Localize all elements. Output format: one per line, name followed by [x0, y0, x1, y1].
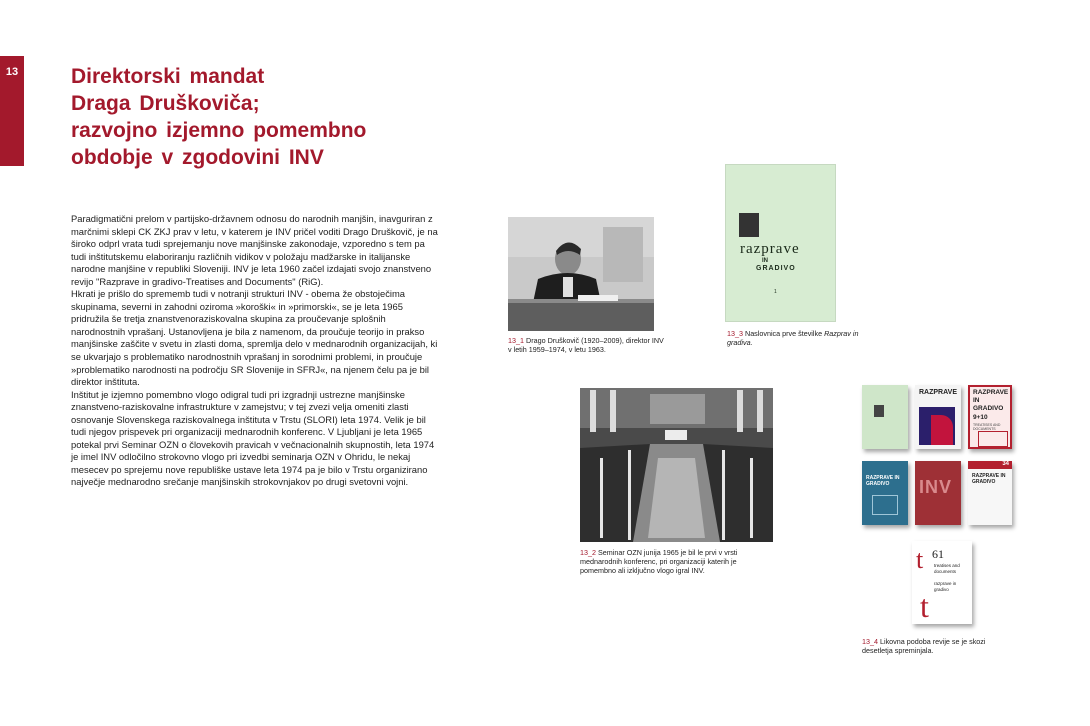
cover-title: RAZPRAVE — [919, 389, 957, 396]
cover-inv-red — [915, 461, 961, 525]
cover-title: INV — [919, 477, 953, 497]
cover-emblem — [739, 213, 759, 237]
caption-text: Drago Druškovič (1920–2009), direktor INV v letih 1959–1974, v letu 1963. — [508, 336, 664, 355]
cover-razprave-purple — [915, 385, 961, 449]
cover-title: razprave — [740, 241, 800, 257]
paragraph: Hkrati je prišlo do sprememb tudi v notranji strukturi INV - obema že obstoječima skupinama, severni in zahodni oziroma »koroški« in »primorski«, se je leta 1965 pridružila še tretja znanstvenoraziskovalna skupina za proučevanje splošnih narodnostnih vprašanj. Ustanovljena je bila z namenom, da proučuje teorijo in prakso manjšinske zaščite v svetu in zlasti doma, spremlja delo v mednarodnih organizacijah, ki se ukvarjajo s problematiko narodnostnih vprašanj in sorodnimi problemi, in proučuje »problematiko narodnosti na področju SR Slovenije in SFRJ«, na njenem čelu pa je bil direktor inštituta. — [71, 288, 438, 388]
caption-13-1 — [508, 336, 668, 354]
cover-subtitle-2: GRADIVO — [973, 405, 1004, 412]
cover-title: RAZPRAVE IN GRADIVO — [972, 473, 1006, 485]
cover-issue: 1 — [774, 289, 777, 295]
caption-text: Seminar OZN junija 1965 je bil le prvi v vrsti mednarodnih konferenc, pri organizaciji katerih je pomembno ali izključno vlogo igral INV. — [580, 548, 738, 576]
photo-un-seminar — [580, 388, 773, 542]
title-line: Draga Druškoviča; — [71, 92, 260, 115]
cover-td-61: t 61 treatises and documents razprave in gradivo t — [912, 541, 972, 624]
photo-drago-druskovic — [508, 217, 654, 331]
caption-number: 13_1 — [508, 336, 524, 345]
caption-13-4 — [862, 637, 1012, 655]
caption-number: 13_4 — [862, 637, 878, 646]
cover-title: RAZPRAVE IN GRADIVO — [866, 475, 900, 487]
cover-issue: 9+10 — [973, 414, 988, 421]
caption-number: 13_3 — [727, 329, 743, 338]
cover-green — [862, 385, 908, 449]
caption-13-2 — [580, 548, 760, 576]
cover-subtitle-2: GRADIVO — [756, 265, 796, 272]
title-line: razvojno izjemno pomembno — [71, 119, 367, 142]
paragraph: Paradigmatični prelom v partijsko-državnem odnosu do narodnih manjšin, inavguriran z marčnimi sklepi CK ZKJ prav v letu, v katerem je INV pričel voditi Drago Druškovič, je na široko odprl vrata tudi sprejemanju nove manjšinske zakonodaje, vzporedno s tem pa tudi inštitutskemu elaboriranju različnih vidikov v položaju madžarske in italijanske narodne manjšine v republiki Sloveniji. INV je leta 1960 začel izdajati svojo znanstveno revijo "Razprave in gradivo-Treatises and Documents" (RiG). — [71, 213, 438, 287]
caption-text: Naslovnica prve številke — [743, 329, 825, 338]
cover-line: razprave in — [934, 581, 957, 586]
cover-blue — [862, 461, 908, 525]
page-number: 13 — [5, 66, 19, 78]
cover-red-border — [968, 385, 1012, 449]
caption-emphasis: Razprav in gradiva. — [727, 329, 859, 348]
page-title — [71, 63, 431, 171]
title-line: obdobje v zgodovini INV — [71, 146, 324, 169]
cover-issue: 61 — [932, 547, 944, 561]
cover-extra: TREATISES AND DOCUMENTS — [973, 423, 1001, 431]
caption-13-3 — [727, 329, 877, 347]
first-issue-cover — [725, 164, 836, 322]
cover-line: gradivo — [934, 587, 949, 592]
caption-text: Likovna podoba revije se je skozi desetletja spreminjala. — [862, 637, 986, 656]
paragraph: Inštitut je izjemno pomembno vlogo odigral tudi pri izgradnji ustrezne manjšinske znanstveno-raziskovalne infrastrukture v zamejstvu; v tej zvezi velja omeniti zlasti osnovanje Slovenskega raziskovalnega inštituta v Trstu (SLORI) leta 1974. Velik je bil tudi njegov prispevek pri organizaciji mednarodnih konferenc. V Ljubljani je leta 1965 potekal prvi Seminar OZN o človekovih pravicah v večnacionalnih skupnostih, leta 1974 je imel INV odločilno strokovno vlogo pri izvedbi seminarja OZN v Ohridu, le nekaj mesecev po sprejemu nove republiške ustave leta 1974 pa je bilo v Trstu organizirano največje mednarodno srečanje manjšinskih strokovnjakov po drugi svetovni vojni. — [71, 388, 435, 488]
body-text — [71, 213, 439, 489]
cover-issue: 34 — [1002, 461, 1009, 467]
portrait-illustration — [508, 217, 654, 331]
cover-subtitle-1: IN — [762, 258, 768, 264]
cover-line: treatises and — [934, 563, 960, 568]
cover-subtitle-1: IN — [973, 397, 980, 404]
title-line: Direktorski mandat — [71, 65, 265, 88]
cover-title: RAZPRAVE — [973, 389, 1009, 396]
caption-number: 13_2 — [580, 548, 596, 557]
seminar-hall-illustration — [580, 388, 773, 542]
cover-emblem — [874, 405, 884, 417]
cover-white-34 — [968, 461, 1012, 525]
cover-line: documents — [934, 569, 957, 574]
